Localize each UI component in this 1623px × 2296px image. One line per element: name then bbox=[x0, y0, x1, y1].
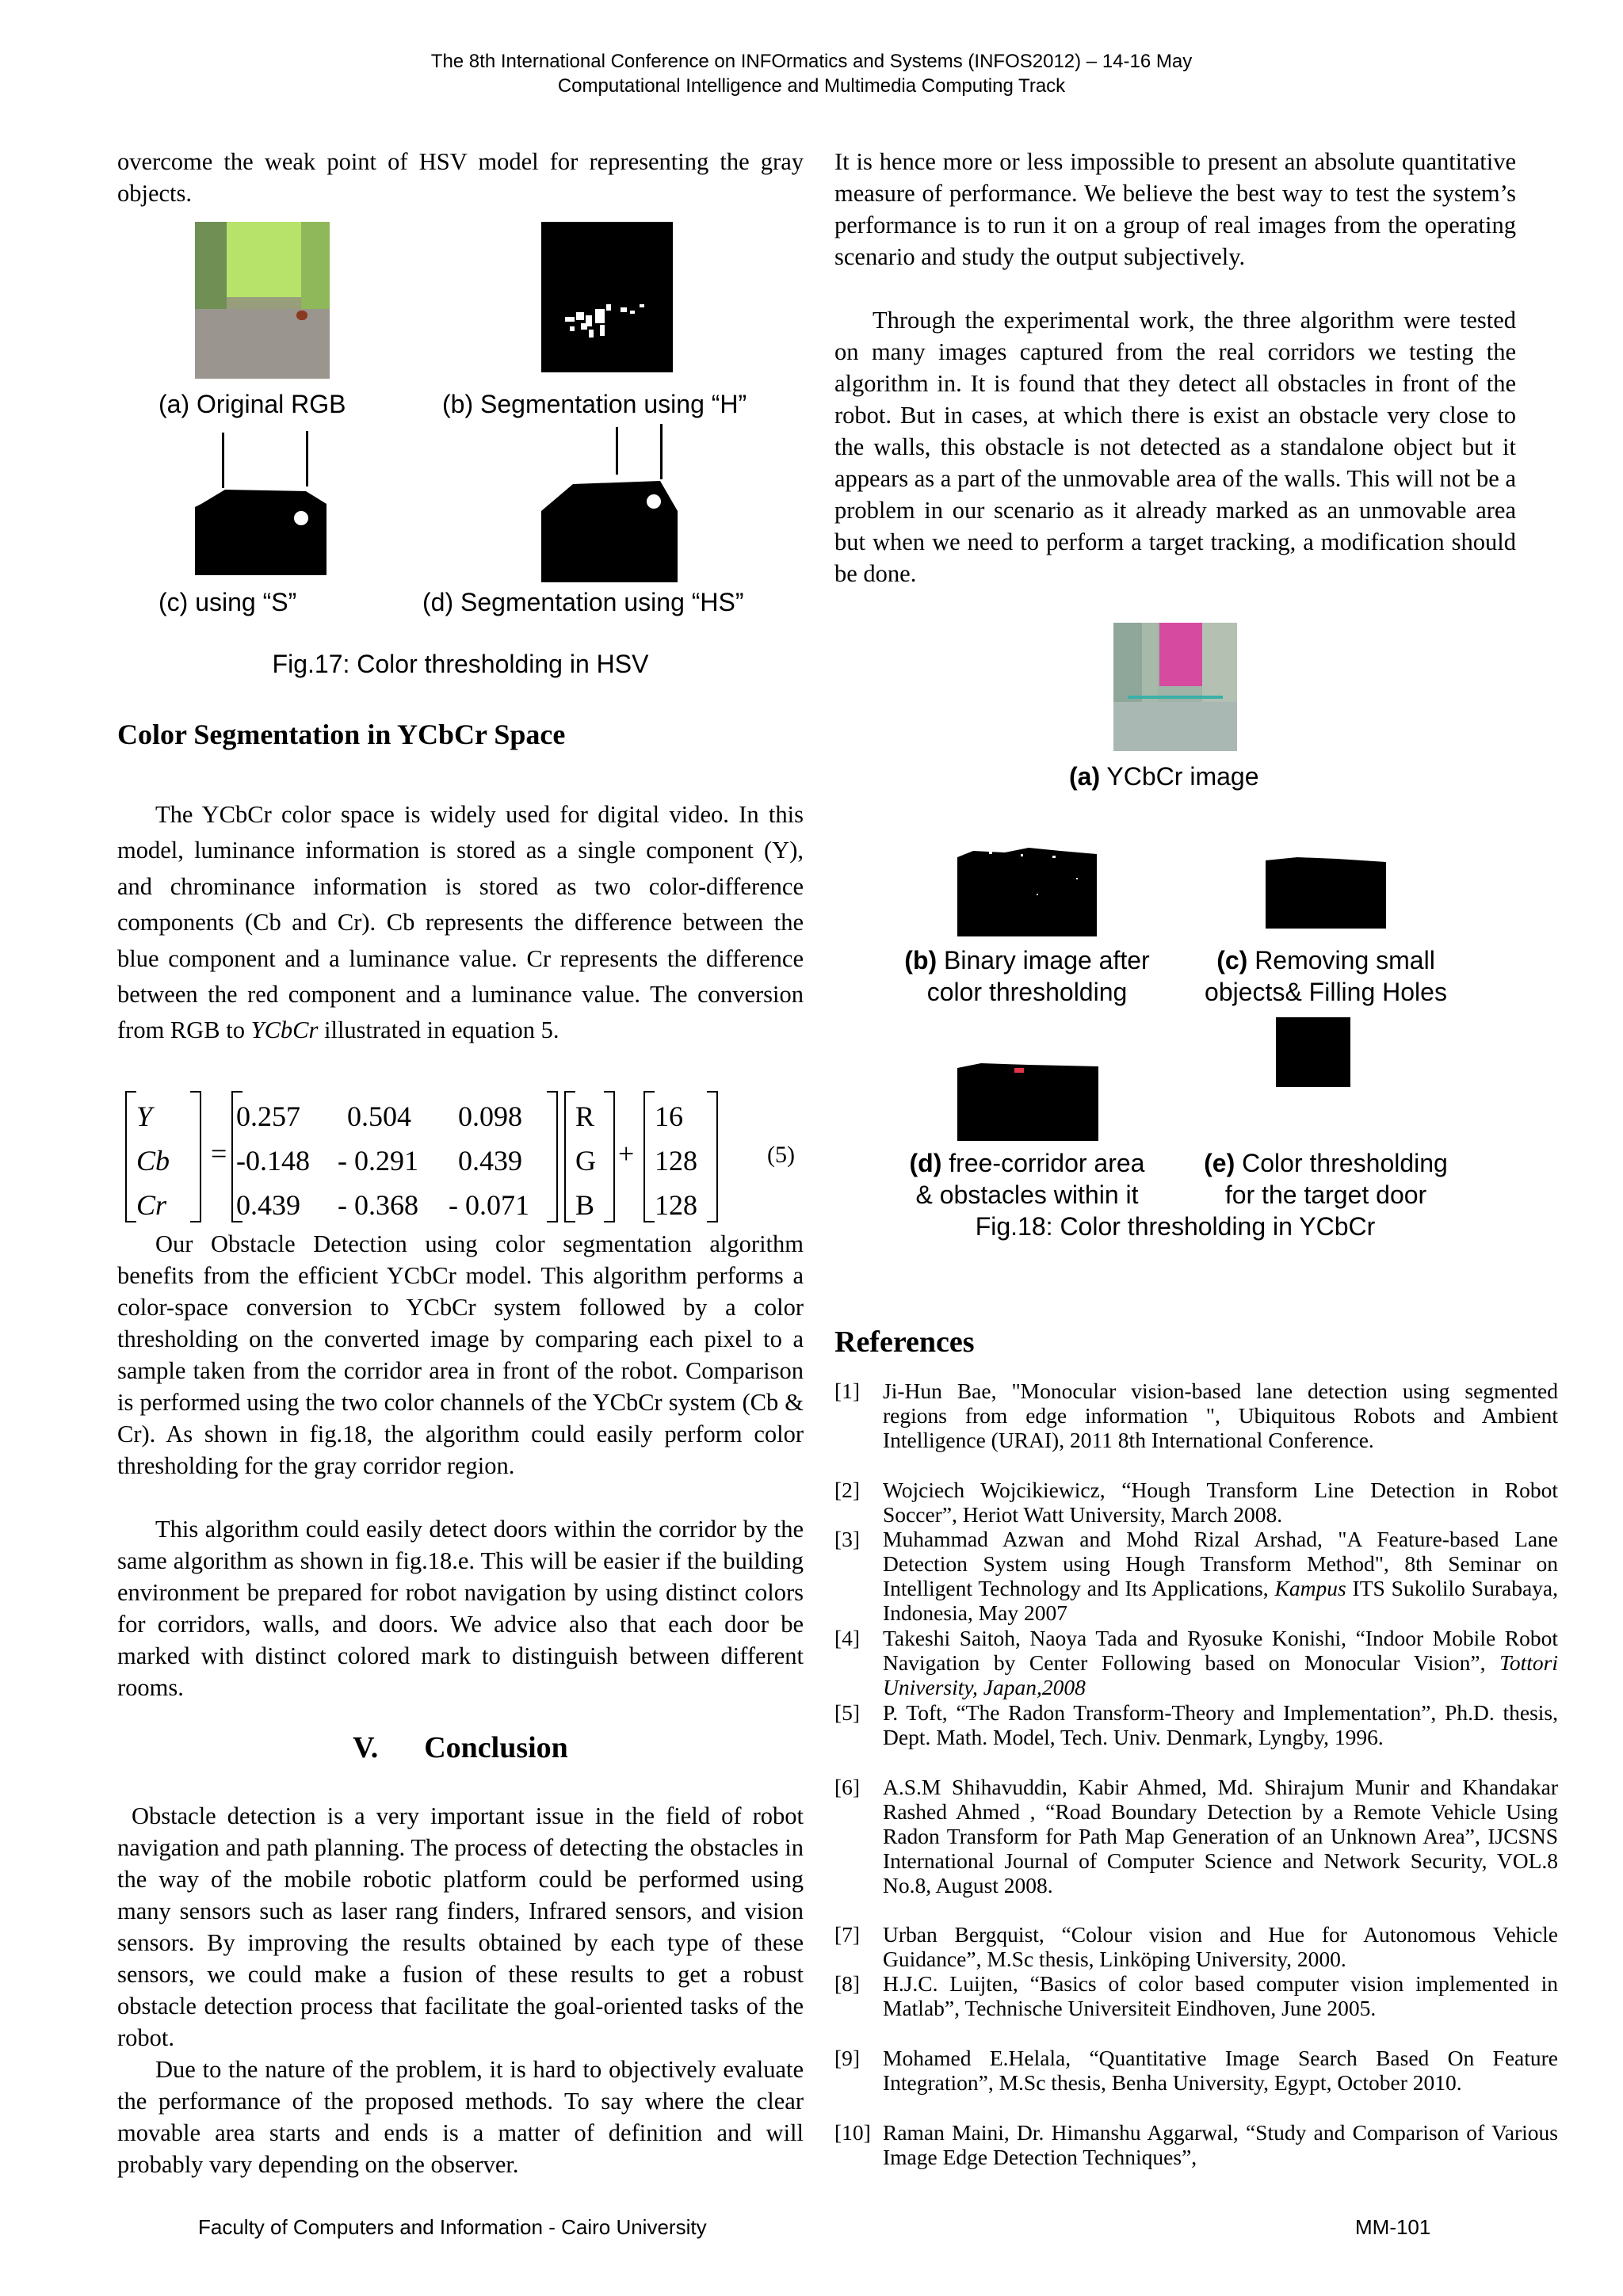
reference-text-emphasis: Tottori University, Japan,2008 bbox=[883, 1650, 1558, 1699]
equation-matrix bbox=[236, 1094, 529, 1227]
rgb-r: R bbox=[575, 1100, 595, 1132]
reference-text-emphasis: Kampus bbox=[1274, 1576, 1346, 1600]
reference-text-part: Takeshi Saitoh, Naoya Tada and Ryosuke Konishi, “Indoor Mobile Robot Navigation by Center Following based on Monocular Vision”, bbox=[883, 1626, 1558, 1675]
equation-rgb-vector bbox=[575, 1094, 596, 1227]
reference-text-part: ITS Sukolilo Surabaya, Indonesia, May 2007 bbox=[883, 1576, 1558, 1625]
fig17-s-segmentation-image bbox=[195, 428, 331, 575]
fig17-caption: Fig.17: Color thresholding in HSV bbox=[272, 650, 649, 678]
fig18-text-a: YCbCr image bbox=[1100, 762, 1259, 791]
matrix-cell: -0.148 bbox=[236, 1145, 310, 1177]
matrix-cell: 0.439 bbox=[458, 1145, 522, 1177]
fig18-ycbcr-image bbox=[1113, 623, 1237, 751]
ycbcr-paragraph-1 bbox=[117, 797, 804, 1049]
fig17-hs-segmentation-image bbox=[541, 424, 678, 582]
footer-faculty: Faculty of Computers and Information - Cairo University bbox=[198, 2215, 707, 2239]
reference-text: H.J.C. Luijten, “Basics of color based computer vision implemented in Matlab”, Technische Universiteit Eindhoven, June 2005. bbox=[883, 1971, 1558, 2020]
reference-number: [10] bbox=[834, 2120, 871, 2145]
right-paragraph-1: It is hence more or less impossible to present an absolute quantitative measure of performance. We believe the best way to test the system’s performance is to run it on a group of real images from the operating scenario and study the output subjectively. bbox=[834, 148, 1516, 270]
reference-number: [2] bbox=[834, 1478, 861, 1502]
reference-number: [9] bbox=[834, 2046, 861, 2070]
fig17-caption-c: (c) using “S” bbox=[158, 588, 297, 616]
fig17-caption-b: (b) Segmentation using “H” bbox=[442, 390, 747, 418]
fig18-filled-holes-image bbox=[1266, 856, 1386, 929]
matrix-cell: 0.439 bbox=[236, 1189, 300, 1221]
matrix-cell: - 0.291 bbox=[338, 1145, 418, 1177]
fig18-caption-e bbox=[1181, 1147, 1471, 1211]
fig17-h-segmentation-image bbox=[541, 222, 673, 372]
reference-number: [1] bbox=[834, 1379, 861, 1403]
reference-text: Wojciech Wojcikiewicz, “Hough Transform Line Detection in Robot Soccer”, Heriot Watt University, March 2008. bbox=[883, 1478, 1558, 1527]
reference-text bbox=[883, 1527, 1558, 1625]
fig17-caption-a: (a) Original RGB bbox=[158, 390, 346, 418]
fig18-binary-image bbox=[957, 846, 1097, 936]
fig18-text-b-1: Binary image after bbox=[937, 946, 1150, 974]
reference-text: Ji-Hun Bae, "Monocular vision-based lane detection using segmented regions from edge information ", Ubiquitous Robots and Ambient Intelligence (URAI), 2011 8th International Conference. bbox=[883, 1379, 1558, 1452]
equation-lhs-cr: Cr bbox=[136, 1189, 167, 1221]
fig18-text-e-2: for the target door bbox=[1224, 1180, 1427, 1209]
reference-text: Urban Bergquist, “Colour vision and Hue for Autonomous Vehicle Guidance”, M.Sc thesis, Linköping University, 2000. bbox=[883, 1922, 1558, 1971]
reference-number: [8] bbox=[834, 1971, 861, 1996]
equation-lhs-cb: Cb bbox=[136, 1145, 170, 1177]
equation-number: (5) bbox=[767, 1142, 795, 1168]
rgb-g: G bbox=[575, 1145, 596, 1177]
rgb-b: B bbox=[575, 1189, 595, 1221]
reference-text-part: Muhammad Azwan and Mohd Rizal Arshad, "A Feature-based Lane Detection System using Hough Transform Method", 8th Seminar on Intelligent Technology and Its Applications, bbox=[883, 1527, 1558, 1600]
fig18-label-c: (c) bbox=[1216, 946, 1248, 974]
fig18-label-a: (a) bbox=[1069, 762, 1101, 791]
ycbcr-paragraph-3: This algorithm could easily detect doors within the corridor by the same algorithm as shown in fig.18.e. This will be easier if the building environment be prepared for robot navigation by using distinct colors for corridors, walls, and doors. We advice also that each door be marked with distinct colored mark to distinguish between different rooms. bbox=[117, 1516, 804, 1701]
ycbcr-emphasis: YCbCr bbox=[250, 1016, 319, 1044]
matrix-cell: 0.504 bbox=[347, 1100, 411, 1132]
reference-number: [7] bbox=[834, 1922, 861, 1947]
equation-5 bbox=[119, 1089, 808, 1224]
fig18-caption-c bbox=[1189, 944, 1463, 1008]
matrix-cell: - 0.071 bbox=[449, 1189, 529, 1221]
header-line-1: The 8th International Conference on INFOrmatics and Systems (INFOS2012) – 14-16 May bbox=[430, 51, 1193, 72]
equation-lhs-y: Y bbox=[136, 1100, 153, 1132]
right-paragraph-2: Through the experimental work, the three algorithm were tested on many images captured from the real corridors we testing the algorithm in. It is found that they detect all obstacles in front of the robot. But in cases, at which there is exist an obstacle very close to the walls, this obstacle is not detected as a standalone object but it appears as a part of the unmovable area of the walls. This will not be a problem in our scenario as it already marked as an unmovable area but when we need to perform a target tracking, a modification should be done. bbox=[834, 307, 1516, 587]
reference-number: [4] bbox=[834, 1626, 861, 1650]
fig18-label-d: (d) bbox=[909, 1149, 942, 1177]
fig18-free-corridor-image bbox=[957, 1060, 1098, 1141]
reference-text: A.S.M Shihavuddin, Kabir Ahmed, Md. Shirajum Munir and Khandakar Rashed Ahmed , “Road Boundary Detection by a Remote Vehicle Using Radon Transform for Path Map Generation of an Unknown Area”, IJCSNS International Journal of Computer Science and Network Security, VOL.8 No.8, August 2008. bbox=[883, 1775, 1558, 1897]
footer-page-number: MM-101 bbox=[1355, 2215, 1431, 2239]
fig18-text-c-1: Removing small bbox=[1247, 946, 1435, 974]
offset-y: 16 bbox=[655, 1100, 683, 1132]
conference-header bbox=[0, 49, 1623, 98]
fig18-text-e-1: Color thresholding bbox=[1235, 1149, 1448, 1177]
offset-cr: 128 bbox=[655, 1189, 697, 1221]
fig18-caption-a bbox=[1069, 761, 1258, 792]
left-intro-paragraph: overcome the weak point of HSV model for representing the gray objects. bbox=[117, 148, 804, 207]
offset-cb: 128 bbox=[655, 1145, 697, 1177]
equation-lhs bbox=[136, 1094, 170, 1227]
conclusion-title: Conclusion bbox=[424, 1731, 568, 1764]
ycbcr-paragraph-2: Our Obstacle Detection using color segmentation algorithm benefits from the efficient YCbCr model. This algorithm performs a color-space conversion to YCbCr system followed by a color thresholding on the converted image by comparing each pixel to a sample taken from the corridor area in front of the robot. Comparison is performed using the two color channels of the YCbCr system (Cb & Cr). As shown in fig.18, the algorithm could easily perform color thresholding for the gray corridor region. bbox=[117, 1230, 804, 1479]
fig17-original-rgb-image bbox=[195, 222, 330, 379]
section-heading-ycbcr: Color Segmentation in YCbCr Space bbox=[117, 719, 566, 750]
reference-text bbox=[883, 1626, 1558, 1699]
fig18-label-b: (b) bbox=[904, 946, 938, 974]
conclusion-numeral: V. bbox=[353, 1731, 379, 1764]
fig18-caption-b bbox=[894, 944, 1160, 1008]
fig18-text-d-1: free-corridor area bbox=[941, 1149, 1145, 1177]
references-heading: References bbox=[834, 1325, 975, 1359]
reference-text: P. Toft, “The Radon Transform-Theory and Implementation”, Ph.D. thesis, Dept. Math. Model, Tech. Univ. Denmark, Lyngby, 1996. bbox=[883, 1700, 1558, 1749]
fig18-text-d-2: & obstacles within it bbox=[915, 1180, 1139, 1209]
matrix-cell: 0.098 bbox=[458, 1100, 522, 1132]
fig18-target-door-image bbox=[1276, 1016, 1350, 1087]
conclusion-heading bbox=[117, 1730, 804, 1765]
equation-offset-vector bbox=[655, 1094, 697, 1227]
reference-text: Mohamed E.Helala, “Quantitative Image Search Based On Feature Integration”, M.Sc thesis, Benha University, Egypt, October 2010. bbox=[883, 2046, 1558, 2095]
ycbcr-paragraph-1-text: The YCbCr color space is widely used for digital video. In this model, luminance information is stored as a single component (Y), and chrominance information is stored as two color-difference components (Cb and Cr). Cb represents the difference between the blue component and a luminance value. Cr represents the difference between the red component and a luminance value. The conversion from RGB to bbox=[117, 801, 804, 1044]
conclusion-paragraph-2: Due to the nature of the problem, it is hard to objectively evaluate the performance of the proposed methods. To say where the clear movable area starts and ends is a matter of definition and will probably vary depending on the observer. bbox=[117, 2056, 804, 2178]
fig18-label-e: (e) bbox=[1204, 1149, 1235, 1177]
equation-equals-sign: = bbox=[211, 1138, 227, 1169]
fig18-text-b-2: color thresholding bbox=[926, 978, 1128, 1006]
reference-number: [6] bbox=[834, 1775, 861, 1799]
reference-text: Raman Maini, Dr. Himanshu Aggarwal, “Study and Comparison of Various Image Edge Detection Techniques”, bbox=[883, 2120, 1558, 2169]
matrix-cell: - 0.368 bbox=[338, 1189, 418, 1221]
header-line-2: Computational Intelligence and Multimedia Computing Track bbox=[557, 75, 1066, 97]
equation-plus-sign: + bbox=[618, 1138, 635, 1169]
reference-number: [3] bbox=[834, 1527, 861, 1551]
reference-number: [5] bbox=[834, 1700, 861, 1725]
fig18-text-c-2: objects& Filling Holes bbox=[1205, 978, 1447, 1006]
fig18-caption: Fig.18: Color thresholding in YCbCr bbox=[975, 1212, 1376, 1241]
matrix-cell: 0.257 bbox=[236, 1100, 300, 1132]
fig18-caption-d bbox=[886, 1147, 1168, 1211]
fig17-caption-d: (d) Segmentation using “HS” bbox=[422, 588, 744, 616]
conclusion-paragraph-1: Obstacle detection is a very important issue in the field of robot navigation and path planning. The process of detecting the obstacles in the way of the mobile robotic platform could be performed using many sensors such as laser rang finders, Infrared sensors, and vision sensors. By improving the results obtained by each type of these sensors, we could make a fusion of these results to get a robust obstacle detection process that facilitate the goal-oriented tasks of the robot. bbox=[117, 1802, 804, 2051]
ycbcr-paragraph-1-end: illustrated in equation 5. bbox=[318, 1016, 559, 1044]
